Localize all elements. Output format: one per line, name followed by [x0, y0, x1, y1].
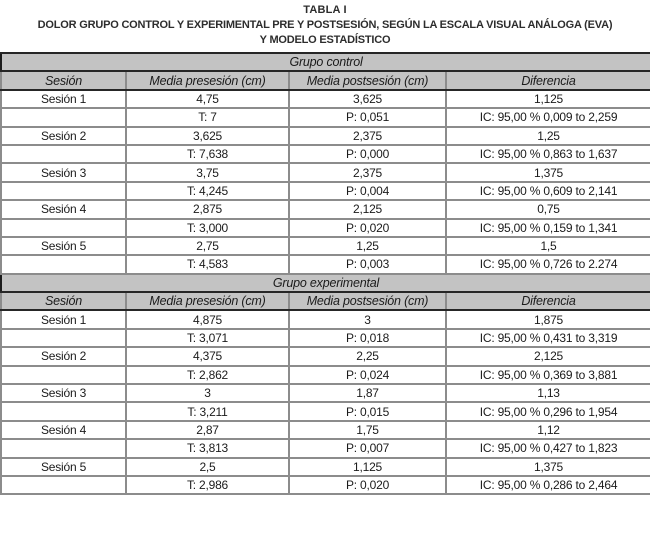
- table-row: [1, 384, 650, 402]
- session-label-cell: Sesión 5: [1, 458, 126, 476]
- table-row: [1, 182, 650, 200]
- table-row: [1, 476, 650, 494]
- p-value-cell: P: 0,000: [289, 145, 446, 163]
- empty-cell: [1, 145, 126, 163]
- post-mean-cell: 1,125: [289, 458, 446, 476]
- difference-cell: 2,125: [446, 347, 650, 365]
- table-row: [1, 402, 650, 420]
- table-title-block: [0, 0, 650, 48]
- session-label-cell: Sesión 1: [1, 310, 126, 328]
- column-header-sesion: Sesión: [1, 292, 126, 310]
- table-row: [1, 310, 650, 328]
- confidence-interval-cell: IC: 95,00 % 0,863 to 1,637: [446, 145, 650, 163]
- empty-cell: [1, 108, 126, 126]
- confidence-interval-cell: IC: 95,00 % 0,296 to 1,954: [446, 402, 650, 420]
- column-header-sesion: Sesión: [1, 71, 126, 89]
- table-row: [1, 237, 650, 255]
- session-label-cell: Sesión 4: [1, 200, 126, 218]
- confidence-interval-cell: IC: 95,00 % 0,609 to 2,141: [446, 182, 650, 200]
- confidence-interval-cell: IC: 95,00 % 0,369 to 3,881: [446, 366, 650, 384]
- group-header-control: Grupo control: [1, 53, 650, 71]
- column-header-media-postsesion: Media postsesión (cm): [289, 71, 446, 89]
- confidence-interval-cell: IC: 95,00 % 0,286 to 2,464: [446, 476, 650, 494]
- table-row: [1, 163, 650, 181]
- column-header-diferencia: Diferencia: [446, 292, 650, 310]
- difference-cell: 1,125: [446, 90, 650, 108]
- table-row: [1, 458, 650, 476]
- post-mean-cell: 1,75: [289, 421, 446, 439]
- empty-cell: [1, 476, 126, 494]
- empty-cell: [1, 182, 126, 200]
- table-row: [1, 200, 650, 218]
- confidence-interval-cell: IC: 95,00 % 0,427 to 1,823: [446, 439, 650, 457]
- pre-mean-cell: 3,75: [126, 163, 289, 181]
- table-row: [1, 219, 650, 237]
- p-value-cell: P: 0,003: [289, 255, 446, 273]
- table-number: TABLA I: [303, 4, 347, 16]
- confidence-interval-cell: IC: 95,00 % 0,431 to 3,319: [446, 329, 650, 347]
- pre-mean-cell: 2,5: [126, 458, 289, 476]
- difference-cell: 0,75: [446, 200, 650, 218]
- pre-mean-cell: 4,375: [126, 347, 289, 365]
- p-value-cell: P: 0,020: [289, 476, 446, 494]
- t-stat-cell: T: 7,638: [126, 145, 289, 163]
- empty-cell: [1, 329, 126, 347]
- t-stat-cell: T: 3,211: [126, 402, 289, 420]
- confidence-interval-cell: IC: 95,00 % 0,159 to 1,341: [446, 219, 650, 237]
- p-value-cell: P: 0,020: [289, 219, 446, 237]
- t-stat-cell: T: 4,583: [126, 255, 289, 273]
- t-stat-cell: T: 3,071: [126, 329, 289, 347]
- post-mean-cell: 2,125: [289, 200, 446, 218]
- session-label-cell: Sesión 1: [1, 90, 126, 108]
- table-row: [1, 145, 650, 163]
- group-header-row-control: [1, 53, 650, 71]
- group-header-experimental: Grupo experimental: [1, 274, 650, 292]
- empty-cell: [1, 219, 126, 237]
- t-stat-cell: T: 2,862: [126, 366, 289, 384]
- difference-cell: 1,25: [446, 127, 650, 145]
- pre-mean-cell: 3: [126, 384, 289, 402]
- table-row: [1, 255, 650, 273]
- empty-cell: [1, 366, 126, 384]
- column-header-diferencia: Diferencia: [446, 71, 650, 89]
- column-header-media-presesion: Media presesión (cm): [126, 292, 289, 310]
- pre-mean-cell: 3,625: [126, 127, 289, 145]
- t-stat-cell: T: 3,813: [126, 439, 289, 457]
- table-row: [1, 421, 650, 439]
- p-value-cell: P: 0,051: [289, 108, 446, 126]
- p-value-cell: P: 0,024: [289, 366, 446, 384]
- session-label-cell: Sesión 3: [1, 384, 126, 402]
- pre-mean-cell: 2,87: [126, 421, 289, 439]
- empty-cell: [1, 255, 126, 273]
- post-mean-cell: 2,25: [289, 347, 446, 365]
- difference-cell: 1,375: [446, 163, 650, 181]
- session-label-cell: Sesión 5: [1, 237, 126, 255]
- p-value-cell: P: 0,007: [289, 439, 446, 457]
- session-label-cell: Sesión 2: [1, 127, 126, 145]
- table-row: [1, 329, 650, 347]
- column-header-row: [1, 292, 650, 310]
- column-header-media-postsesion: Media postsesión (cm): [289, 292, 446, 310]
- session-label-cell: Sesión 3: [1, 163, 126, 181]
- p-value-cell: P: 0,018: [289, 329, 446, 347]
- confidence-interval-cell: IC: 95,00 % 0,726 to 2.274: [446, 255, 650, 273]
- pre-mean-cell: 2,875: [126, 200, 289, 218]
- t-stat-cell: T: 3,000: [126, 219, 289, 237]
- post-mean-cell: 3,625: [289, 90, 446, 108]
- post-mean-cell: 2,375: [289, 127, 446, 145]
- t-stat-cell: T: 2,986: [126, 476, 289, 494]
- post-mean-cell: 1,87: [289, 384, 446, 402]
- empty-cell: [1, 402, 126, 420]
- group-header-row-experimental: [1, 274, 650, 292]
- table-caption-line-1: DOLOR GRUPO CONTROL Y EXPERIMENTAL PRE Y POSTSESIÓN, SEGÚN LA ESCALA VISUAL ANÁLOGA (EVA): [37, 19, 613, 31]
- session-label-cell: Sesión 4: [1, 421, 126, 439]
- post-mean-cell: 3: [289, 310, 446, 328]
- post-mean-cell: 1,25: [289, 237, 446, 255]
- t-stat-cell: T: 4,245: [126, 182, 289, 200]
- data-table: [0, 52, 650, 495]
- column-header-media-presesion: Media presesión (cm): [126, 71, 289, 89]
- difference-cell: 1,13: [446, 384, 650, 402]
- column-header-row: [1, 71, 650, 89]
- table-row: [1, 366, 650, 384]
- table-row: [1, 347, 650, 365]
- table-row: [1, 90, 650, 108]
- table-row: [1, 439, 650, 457]
- confidence-interval-cell: IC: 95,00 % 0,009 to 2,259: [446, 108, 650, 126]
- difference-cell: 1,875: [446, 310, 650, 328]
- table-row: [1, 127, 650, 145]
- p-value-cell: P: 0,004: [289, 182, 446, 200]
- t-stat-cell: T: 7: [126, 108, 289, 126]
- difference-cell: 1,375: [446, 458, 650, 476]
- pre-mean-cell: 4,875: [126, 310, 289, 328]
- table-row: [1, 108, 650, 126]
- pre-mean-cell: 2,75: [126, 237, 289, 255]
- empty-cell: [1, 439, 126, 457]
- table-caption-line-2: Y MODELO ESTADÍSTICO: [259, 34, 391, 46]
- post-mean-cell: 2,375: [289, 163, 446, 181]
- pre-mean-cell: 4,75: [126, 90, 289, 108]
- difference-cell: 1,12: [446, 421, 650, 439]
- session-label-cell: Sesión 2: [1, 347, 126, 365]
- difference-cell: 1,5: [446, 237, 650, 255]
- p-value-cell: P: 0,015: [289, 402, 446, 420]
